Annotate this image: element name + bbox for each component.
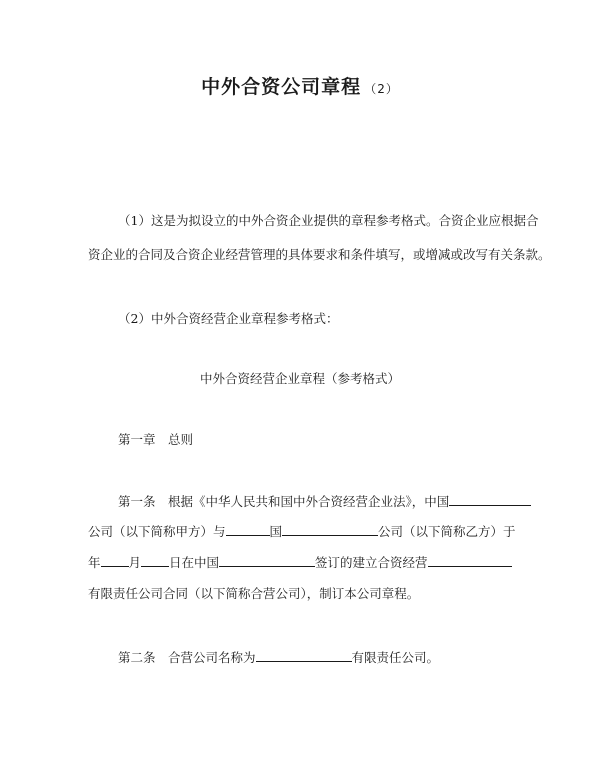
title-suffix: （2） [364, 82, 399, 96]
blank-field [101, 553, 129, 567]
article2-text: 第二条 合营公司名称为 [118, 650, 256, 665]
note1-line1: （1）这是为拟设立的中外合资企业提供的章程参考格式。合资企业应根据合 [118, 213, 539, 228]
article2-text: 有限责任公司。 [351, 650, 440, 665]
article1-text: 国 [269, 524, 283, 539]
article1-line2 [88, 522, 516, 541]
chapter-heading: 第一章 总则 [118, 432, 194, 447]
article1-text: 第一条 根据《中华人民共和国中外合资经营企业法》，中国 [118, 494, 450, 509]
note2: （2）中外合资经营企业章程参考格式： [118, 311, 339, 326]
blank-field [219, 553, 315, 567]
article1-text: 日在中国 [169, 555, 220, 570]
article1-line3 [88, 553, 512, 572]
article1-text: 公司（以下简称乙方）于 [378, 524, 516, 539]
subtitle: 中外合资经营企业章程（参考格式） [199, 371, 400, 386]
blank-field [449, 492, 531, 506]
note1-line2: 资企业的合同及合资企业经营管理的具体要求和条件填写，或增减或改写有关条款。 [88, 247, 551, 262]
article1-text: 年 [88, 555, 101, 570]
title-text: 中外合资公司章程 [201, 76, 362, 98]
article2-line [118, 648, 439, 667]
article1-line1 [118, 492, 531, 511]
article1-text: 公司（以下简称甲方）与 [88, 524, 226, 539]
blank-field [428, 553, 512, 567]
blank-field [226, 522, 270, 536]
blank-field [282, 522, 378, 536]
article1-text: 签订的建立合资经营 [315, 555, 428, 570]
article1-line4: 有限责任公司合同（以下简称合营公司），制订本公司章程。 [88, 586, 420, 601]
blank-field [256, 648, 352, 662]
page-title [0, 72, 600, 99]
blank-field [141, 553, 169, 567]
article1-text: 月 [128, 555, 142, 570]
